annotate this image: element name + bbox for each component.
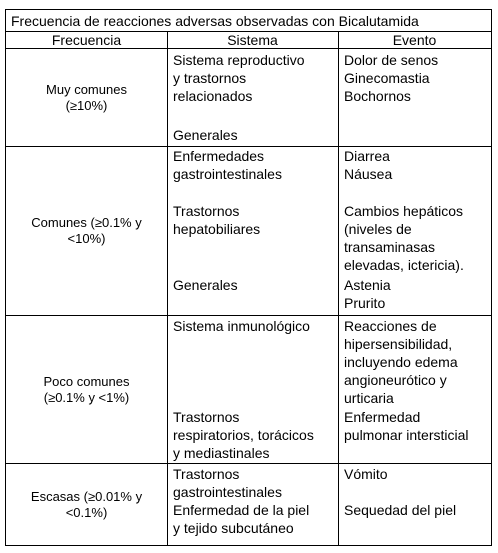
frequency-cell (6, 464, 167, 545)
system-cell (173, 465, 282, 501)
frequency-cell (6, 316, 167, 463)
frequency-line: (≥10%) (65, 97, 108, 113)
event-line: Cambios hepáticos (344, 203, 464, 219)
event-line: Sequedad del piel (344, 502, 457, 518)
event-line: elevadas, ictericia). (344, 257, 464, 273)
event-cell (344, 501, 456, 519)
frequency-line: Comunes (≥0.1% y (31, 215, 142, 230)
event-line: Dolor de senos (344, 52, 439, 68)
system-line: Enfermedades (173, 148, 265, 164)
system-cell (173, 202, 260, 238)
adverse-reactions-table (5, 9, 492, 546)
event-line: Enfermedad (344, 409, 421, 425)
event-cell (344, 317, 458, 407)
system-line: Generales (173, 127, 238, 143)
header-frecuencia: Frecuencia (6, 32, 167, 49)
event-line: hipersensibilidad, (344, 336, 453, 352)
event-cell (344, 147, 392, 183)
event-line: Vómito (344, 466, 388, 482)
system-line: Enfermedad de la piel (173, 502, 310, 518)
system-line: Sistema reproductivo (173, 52, 305, 68)
event-line: pulmonar intersticial (344, 427, 469, 443)
system-line: Generales (173, 277, 238, 293)
event-line: Bochornos (344, 88, 411, 104)
event-line: Ginecomastia (344, 70, 430, 86)
system-cell (173, 126, 238, 144)
system-line: respiratorios, torácicos (173, 427, 314, 443)
event-line: Diarrea (344, 148, 390, 164)
frequency-line: Muy comunes (46, 81, 127, 97)
frequency-line: (≥0.1% y <1%) (43, 389, 130, 405)
event-cell (344, 276, 391, 312)
event-line: (niveles de (344, 221, 412, 237)
event-line: Náusea (344, 166, 393, 182)
system-cell (173, 51, 305, 105)
system-line: relacionados (173, 88, 253, 104)
system-cell (173, 317, 310, 335)
frequency-line: <10%) (67, 231, 106, 246)
system-cell (173, 147, 282, 183)
system-cell (173, 408, 314, 462)
event-cell (344, 51, 438, 105)
event-line: urticaria (344, 390, 394, 406)
system-line: Trastornos (173, 203, 240, 219)
event-line: Reacciones de (344, 318, 437, 334)
column-divider (167, 32, 168, 545)
event-line: angioneurótico y (344, 372, 447, 388)
system-line: hepatobiliares (173, 221, 261, 237)
system-line: y tejido subcutáneo (173, 520, 294, 536)
system-line: Sistema inmunológico (173, 318, 310, 334)
header-sistema: Sistema (167, 32, 338, 49)
table-title: Frecuencia de reacciones adversas observadas con Bicalutamida (6, 10, 491, 32)
system-cell (173, 501, 309, 537)
event-line: transaminasas (344, 239, 436, 255)
system-line: gastrointestinales (173, 484, 282, 500)
event-cell (344, 465, 388, 483)
event-cell (344, 408, 469, 444)
event-cell (344, 202, 464, 274)
frequency-line: <0.1%) (65, 504, 108, 520)
system-cell (173, 276, 238, 294)
system-line: gastrointestinales (173, 166, 282, 182)
system-line: y mediastinales (173, 445, 270, 461)
event-line: Astenia (344, 277, 391, 293)
frequency-cell (6, 147, 167, 315)
system-line: y trastornos (173, 70, 247, 86)
frequency-cell (6, 49, 167, 146)
column-divider (338, 32, 339, 545)
frequency-line: Poco comunes (43, 373, 130, 389)
header-evento: Evento (338, 32, 491, 49)
frequency-line: Escasas (≥0.01% y (30, 488, 143, 504)
system-line: Trastornos (173, 409, 240, 425)
event-line: Prurito (344, 295, 386, 311)
system-line: Trastornos (173, 466, 240, 482)
event-line: incluyendo edema (344, 354, 458, 370)
